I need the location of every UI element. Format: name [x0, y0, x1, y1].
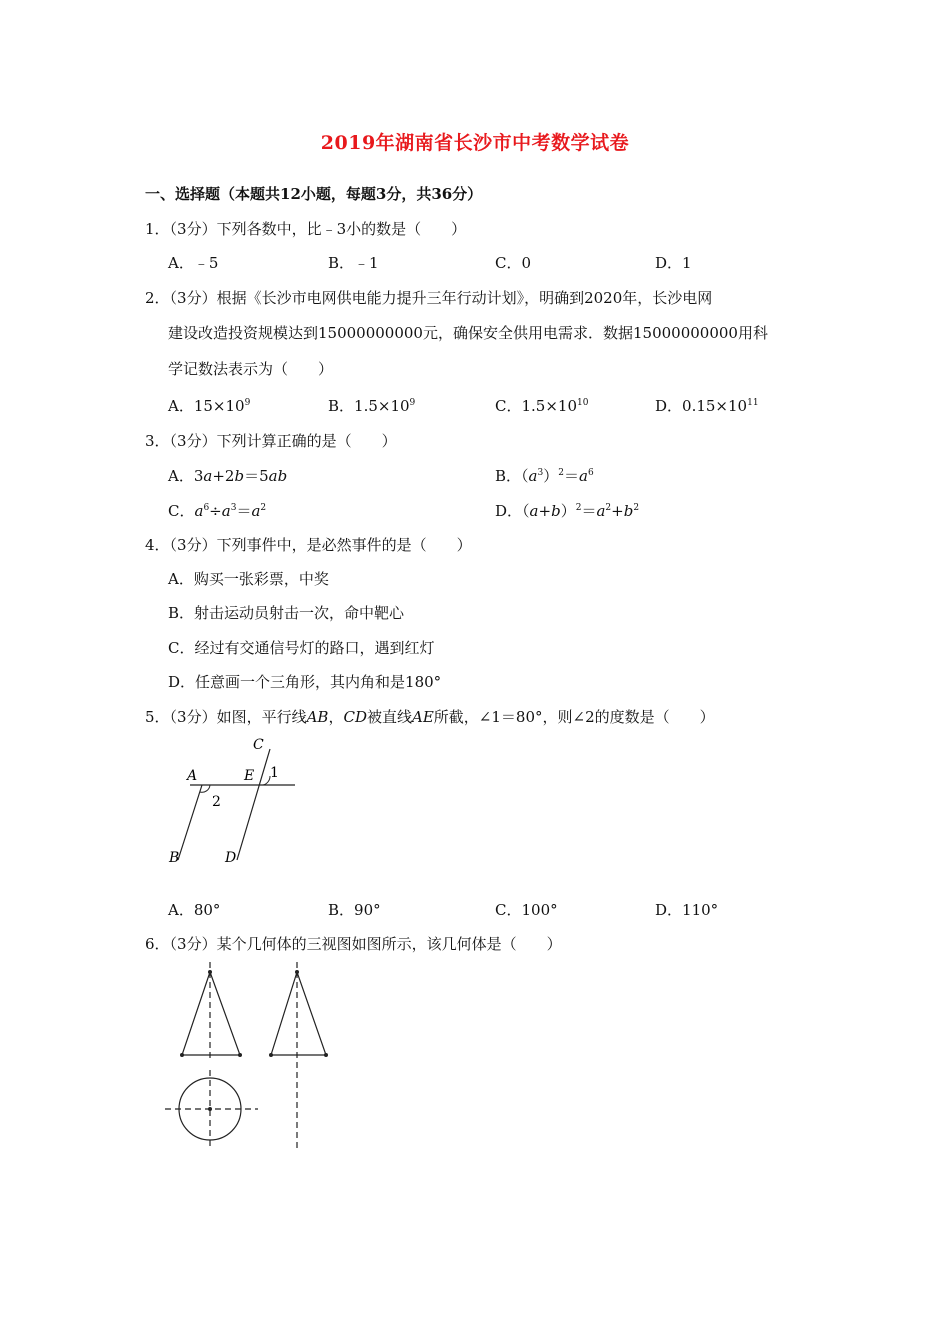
q2-option-b: B．$1.5\times 10^9$	[328, 397, 416, 415]
label-angle-2: 2	[212, 794, 221, 810]
three-view-figure	[160, 962, 340, 1152]
question-2-line-2: 建设改造投资规模达到15000000000元，确保安全供用电需求．数据15000000000用科	[168, 324, 768, 342]
front-view-apex-dot	[208, 970, 212, 974]
q4-option-d: D．任意画一个三角形，其内角和是180°	[168, 673, 442, 691]
page-title: 2019年湖南省长沙市中考数学试卷	[320, 132, 630, 154]
line-ab	[178, 785, 202, 860]
q5-option-c: C．100°	[495, 901, 558, 919]
label-b: B	[169, 850, 180, 866]
q5-option-d: D．110°	[655, 901, 719, 919]
q1-option-a: A．﹣5	[168, 254, 219, 272]
q3-option-a: A．3a+2b＝5ab	[168, 467, 288, 485]
side-view	[269, 962, 328, 1150]
label-c: C	[253, 737, 264, 753]
q5-option-a: A．80°	[168, 901, 221, 919]
top-view-center-dot	[208, 1107, 212, 1111]
q2-option-a: A．$15\times 10^9$	[168, 397, 251, 415]
q3-option-c: C．$a^6\div a^3=a^2$	[168, 502, 267, 520]
q1-option-d: D．1	[655, 254, 692, 272]
q1-option-b: B．﹣1	[328, 254, 379, 272]
q1-option-c: C．0	[495, 254, 532, 272]
q3-option-d: D．$(a+b)^2=a^2+b^2$	[495, 502, 640, 520]
angle-1-arc	[263, 776, 270, 785]
label-e: E	[244, 768, 255, 784]
front-view-right-dot	[238, 1053, 242, 1057]
q4-option-a: A．购买一张彩票，中奖	[168, 570, 329, 588]
question-5: 5．（3分）如图，平行线AB，CD被直线AE所截，∠1＝80°，则∠2的度数是（ ）	[145, 708, 715, 726]
question-2-line-1: 2．（3分）根据《长沙市电网供电能力提升三年行动计划》，明确到2020年，长沙电网	[145, 289, 713, 307]
front-view-left-dot	[180, 1053, 184, 1057]
section-heading: 一、选择题（本题共12小题，每题3分，共36分）	[145, 185, 483, 203]
front-view-triangle	[182, 972, 240, 1055]
q2-option-d: D．$0.15\times 10^{11}$	[655, 397, 759, 415]
parallel-lines-figure	[160, 732, 310, 872]
line-cd	[237, 749, 270, 860]
label-a: A	[187, 768, 198, 784]
front-view	[180, 962, 242, 1062]
q5-option-b: B．90°	[328, 901, 381, 919]
question-1: 1．（3分）下列各数中，比﹣3小的数是（ ）	[145, 220, 467, 238]
question-6: 6．（3分）某个几何体的三视图如图所示，该几何体是（ ）	[145, 935, 562, 953]
top-view	[165, 1070, 258, 1147]
side-view-apex-dot	[295, 970, 299, 974]
question-2-line-3: 学记数法表示为（ ）	[168, 360, 334, 378]
q4-option-b: B．射击运动员射击一次，命中靶心	[168, 604, 405, 622]
q4-option-c: C．经过有交通信号灯的路口，遇到红灯	[168, 639, 435, 657]
side-view-triangle	[271, 972, 326, 1055]
q3-option-b: B．$(a^3)^2=a^6$	[495, 467, 594, 485]
q2-option-c: C．$1.5\times 10^{10}$	[495, 397, 589, 415]
side-view-left-dot	[269, 1053, 273, 1057]
question-3: 3．（3分）下列计算正确的是（ ）	[145, 432, 397, 450]
label-angle-1: 1	[270, 765, 279, 781]
label-d: D	[225, 850, 237, 866]
side-view-right-dot	[324, 1053, 328, 1057]
question-4: 4．（3分）下列事件中，是必然事件的是（ ）	[145, 536, 472, 554]
